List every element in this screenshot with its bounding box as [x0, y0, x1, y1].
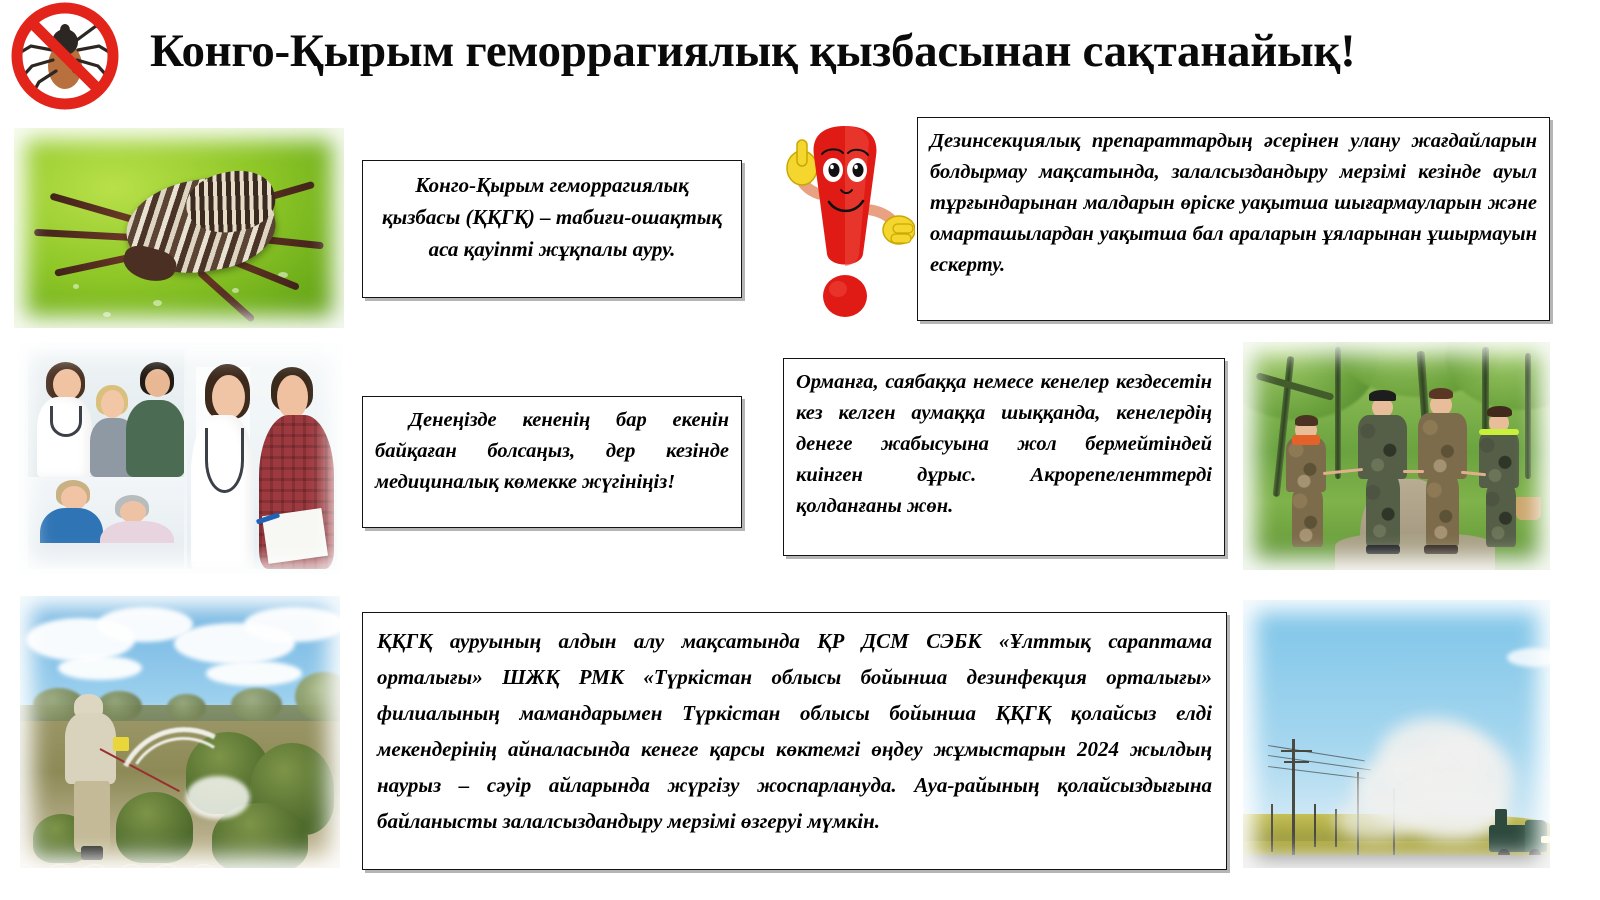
- next-slide-icon[interactable]: [44, 864, 74, 894]
- page-title: Конго-Қырым геморрагиялық қызбасынан сақтанайық!: [150, 25, 1356, 77]
- spraying-field-photo: [20, 596, 340, 868]
- previous-slide-icon[interactable]: [8, 864, 38, 894]
- plan-announcement-text: ҚҚГҚ ауруының алдын алу мақсатында ҚР ДСМ СЭБК «Ұлттық сараптама орталығы» ШЖҚ РМК «Түркістан облысы бойынша дезинфекция орталығы» филиалының мамандарымен Түркістан облысы бойынша ҚҚГҚ қолайсыз елді мекендерінің айналасында кенеге қарсы көктемгі өңдеу жұмыстарын 2024 жылдың наурыз – сәуір айларында жүргізу жоспарлануда. Ауа-райының қолайсыздығына байланысты залалсыздандыру мерзімі өзгеруі мүмкін.: [377, 629, 1212, 833]
- poster-header: [0, 0, 1600, 112]
- definition-textbox: [362, 160, 742, 298]
- plan-announcement-textbox: [362, 612, 1227, 870]
- medical-collage-photo: [18, 342, 343, 574]
- no-tick-prohibition-icon: [2, 2, 128, 110]
- presentation-toolbar[interactable]: [8, 864, 218, 894]
- pen-tool-icon[interactable]: [80, 864, 110, 894]
- disinsection-warning-textbox: [917, 117, 1550, 321]
- zoom-tool-icon[interactable]: [152, 864, 182, 894]
- more-options-icon[interactable]: [188, 864, 218, 894]
- medical-help-text: Денеңізде кененің бар екенін байқаған болсаңыз, дер кезінде медициналық көмекке жүгініңіз!: [375, 409, 729, 493]
- all-slides-icon[interactable]: [116, 864, 146, 894]
- clothing-advice-textbox: [783, 358, 1225, 556]
- fogging-truck-photo: [1243, 600, 1550, 868]
- clothing-advice-text: Орманға, саябаққа немесе кенелер кездесетін кез келген аумаққа шыққанда, кенелердің денеге жабысуына жол бермейтіндей киінген дұрыс. Акрорепеленттерді қолданғаны жөн.: [796, 371, 1212, 517]
- definition-text: Конго-Қырым геморрагиялық қызбасы (ҚҚГҚ) – табиғи-ошақтық аса қауіпті жұқпалы ауру.: [381, 173, 723, 261]
- medical-help-textbox: [362, 396, 742, 528]
- family-camouflage-photo: [1243, 342, 1550, 570]
- red-exclamation-mascot-icon: [775, 112, 915, 327]
- disinsection-warning-text: Дезинсекциялық препараттардың әсерінен улану жағдайларын болдырмау мақсатында, залалсыздандыру мерзімі кезінде ауыл тұрғындарынан малдарын өріске уақытша шығармауларын және омарташылардан уақытша бал араларын ұяларынан ұшырмауын ескерту.: [930, 130, 1537, 276]
- tick-on-leaf-photo: [14, 128, 344, 328]
